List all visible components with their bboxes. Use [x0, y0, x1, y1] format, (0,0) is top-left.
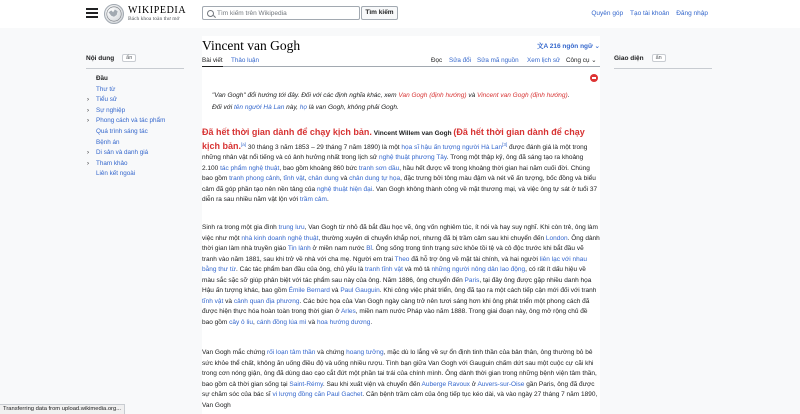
hatnote-text: là van Gogh, không phải Gogh.: [307, 103, 399, 111]
body-text: và mô tả: [402, 266, 432, 273]
body-text: 30 tháng 3 năm 1853 – 29 tháng 7 năm 1890) là một: [246, 143, 402, 151]
toc-item[interactable]: [86, 169, 186, 180]
toc-item[interactable]: [86, 106, 186, 117]
article-link[interactable]: liên lạc với nhau bằng thư từ: [202, 255, 588, 273]
body-text: , hầu hết được vẽ trong khoảng thời gian hai năm cuối đời. Chúng bao gồm: [202, 164, 590, 183]
toc-item-label: Sự nghiệp: [96, 106, 126, 114]
wordmark-title: WIKIPEDIA: [128, 5, 187, 16]
body-text: , tại đây ông được gặp nhiều danh họa Hậu ấn tượng khác, bao gồm: [202, 276, 592, 294]
hatnote-line: [212, 103, 592, 113]
body-text: . Khi công việc phát triển, ông đã tạo ra một cách tiếp cận mới đối với tranh: [379, 287, 597, 294]
article-link[interactable]: tranh tĩnh vật: [365, 266, 403, 273]
body-text: , mặc dù lo lắng về sự ổn định tinh thần của bản thân, ông thường bỏ bê sức khỏe thể chất, không ăn uống điều độ và uống nhiều rượu. Tình bạn giữa Van Gogh với Gauguin chấm dứt sau một cuộc cự cãi khi trong cơn nóng giận, ông đã dùng dao cạo cắt đứt một phần tai trái của chính mình. Ông dành thời gian trong những bệnh viện tâm thần, bao gồm cả thời gian sống tại: [202, 349, 597, 388]
toc-item-label: Thư từ: [96, 85, 116, 93]
toc-item-label: Liên kết ngoài: [96, 170, 136, 178]
toc-item-label: Quá trình sáng tác: [96, 127, 148, 135]
article-link[interactable]: hoang tưởng: [346, 349, 384, 356]
browser-status-bar: Transferring data from upload.wikimedia.org...: [0, 404, 125, 414]
hatnote-link[interactable]: họ: [299, 103, 307, 111]
article-main: [202, 36, 600, 414]
body-text: . Sau khi xuất viện và chuyển đến: [322, 380, 422, 388]
article-link[interactable]: Tin lành: [287, 245, 311, 252]
body-text: và: [329, 287, 341, 294]
article-link[interactable]: tranh phong cảnh: [229, 175, 280, 183]
article-link[interactable]: tĩnh vật: [283, 175, 305, 183]
article-link[interactable]: cây ô liu: [229, 318, 253, 326]
body-text: được đánh giá là một trong những nhân vật nổi tiếng và có ảnh hưởng nhất trong lịch sử: [202, 143, 588, 162]
chevron-down-icon: ⌄: [592, 43, 600, 50]
toc-item[interactable]: [86, 95, 186, 106]
script-error: (Đã hết thời gian dành để chạy kịch bản.: [202, 127, 585, 151]
hatnote-text: Đối với: [212, 103, 234, 111]
article-link[interactable]: Theo: [394, 255, 410, 263]
wikipedia-globe-logo[interactable]: [104, 4, 124, 24]
body-text: .: [326, 196, 329, 204]
lead-paragraph: [202, 127, 600, 206]
body-text: . Ông dành thời gian làm nhà truyền giáo: [202, 234, 600, 252]
login-link[interactable]: Đăng nhập: [676, 10, 708, 17]
tab-article[interactable]: Bài viết: [202, 57, 223, 67]
page-title: Vincent van Gogh: [202, 38, 301, 53]
body-text: , thường xuyên di chuyển khắp nơi, nhưng đã bị trầm cảm sau khi chuyển đến: [318, 234, 546, 242]
tab-tools-label: Công cụ: [566, 57, 590, 64]
article-link[interactable]: trung lưu: [278, 224, 305, 231]
body-text: gần Paris, ông đã được sự chăm sóc của bác sĩ: [202, 380, 595, 398]
article-link[interactable]: trầm cảm: [299, 196, 327, 204]
body-text: ở: [469, 380, 478, 388]
body-paragraph: [202, 348, 600, 411]
language-count: 216 ngôn ngữ: [549, 43, 593, 50]
body-text: Sinh ra trong một gia đình: [202, 224, 279, 231]
hatnote-line: [212, 91, 592, 101]
article-link[interactable]: tĩnh vật: [202, 297, 224, 305]
appearance-divider: [614, 68, 712, 69]
reference-link[interactable]: [a]: [241, 141, 247, 147]
search-icon: [207, 10, 214, 17]
article-link[interactable]: Émile Bernard: [288, 287, 330, 294]
appearance-header: [614, 54, 714, 62]
article-link[interactable]: họa sĩ hậu ấn tượng người Hà Lan: [401, 143, 503, 151]
chevron-right-icon[interactable]: ›: [87, 150, 89, 157]
page-tabs: [202, 55, 600, 67]
user-links: [586, 10, 708, 17]
chevron-right-icon[interactable]: ›: [87, 107, 89, 114]
tab-read[interactable]: Đọc: [431, 57, 443, 64]
body-text: . Căn bệnh trầm cảm của ông tiếp tục kéo dài, và vào ngày 27 tháng 7 năm 1890, Van Gogh: [202, 391, 598, 409]
script-error: Đã hết thời gian dành để chạy kịch bản.: [202, 127, 372, 137]
toc-item[interactable]: [86, 85, 186, 96]
article-link[interactable]: nhà kinh doanh nghệ thuật: [241, 234, 319, 242]
reference-link[interactable]: [3]: [502, 141, 508, 147]
body-text: ,: [252, 318, 257, 326]
body-text: .: [370, 318, 373, 326]
search-button[interactable]: Tìm kiếm: [361, 6, 398, 20]
appearance-panel: [614, 54, 714, 69]
body-text: và: [223, 297, 234, 305]
tab-tools[interactable]: [566, 57, 597, 64]
toc-item[interactable]: [86, 148, 186, 159]
toc-item[interactable]: [86, 116, 186, 127]
tab-talk[interactable]: Thảo luận: [231, 57, 260, 64]
article-link[interactable]: Auvers-sur-Oise: [477, 380, 525, 388]
article-link[interactable]: Saint-Rémy: [289, 380, 323, 388]
article-link[interactable]: Auberge Ravoux: [421, 380, 470, 388]
hatnote-link[interactable]: Van Gogh (định hướng): [398, 92, 467, 99]
article-link[interactable]: tác phẩm nghệ thuật: [220, 164, 280, 172]
hatnote: [212, 91, 592, 114]
tab-edit-source[interactable]: Sửa mã nguồn: [477, 57, 519, 64]
body-text: . Các bức họa của Van Gogh ngày càng trở nên tươi sáng hơn khi ông phát triển một phong cách đã được hiện thực hóa hoàn toàn trong thời gian ở: [202, 297, 590, 315]
toc-item[interactable]: [86, 138, 186, 149]
body-text: ở miền nam nước: [310, 245, 367, 252]
body-text: đã hỗ trợ ông về mặt tài chính, và hai người: [409, 255, 540, 263]
article-link[interactable]: nghệ thuật hiện đại: [316, 185, 373, 193]
appearance-title: Giao diện: [614, 54, 644, 62]
appearance-hide-button[interactable]: ẩn: [652, 54, 666, 62]
hatnote-text: và: [466, 92, 478, 99]
body-text: . Trong một thập kỷ, ông đã sáng tạo ra khoảng 2.100: [202, 154, 584, 172]
translate-icon: 文A: [536, 43, 550, 50]
wordmark-tagline: Bách khoa toàn thư mở: [128, 16, 180, 22]
body-text: . Van Gogh không thành công về mặt thương mại, và việc ông tự sát ở tuổi 37 diễn ra sau nhiều năm vật lộn với: [202, 185, 598, 204]
chevron-right-icon[interactable]: ›: [87, 118, 89, 125]
body-text: . Các tác phẩm ban đầu của ông, chủ yếu là: [236, 266, 366, 273]
body-text: và: [306, 318, 317, 326]
article-link[interactable]: chân dung: [308, 175, 339, 183]
protection-indicator-icon[interactable]: [590, 74, 598, 82]
body-text: , có rất ít dấu hiệu về màu sắc sặc sỡ giúp phân biệt với tác phẩm sau này của ông. Năm 1886, ông chuyển đến: [202, 266, 586, 284]
wikipedia-wordmark[interactable]: [128, 5, 186, 23]
search-input[interactable]: [217, 8, 357, 18]
hatnote-link[interactable]: Vincent van Gogh (định hướng): [477, 92, 568, 99]
subject-name: Vincent Willem van Gogh: [371, 130, 454, 137]
body-text: và chứng: [315, 349, 347, 356]
hatnote-text: này,: [284, 103, 300, 111]
article-link[interactable]: chân dung tự họa: [349, 175, 401, 183]
article-link[interactable]: cánh đồng lúa mì: [256, 318, 307, 326]
article-link[interactable]: cảnh quan địa phương: [233, 297, 300, 305]
body-text: , Van Gogh từ nhỏ đã bắt đầu học vẽ, ông vốn nghiêm túc, ít nói và hay suy nghĩ. Khi còn trẻ, ông làm việc như một: [202, 224, 598, 242]
toc-item-label: Tiểu sử: [96, 96, 118, 104]
body-text: . Ông sống trong tình trạng sức khỏe tồi tệ và cô độc trước khi bắt đầu vẽ tranh vào năm 1881, sau khi trở về nhà với cha mẹ. Người em trai: [202, 245, 584, 263]
body-text: , đặc trưng bởi tông màu đậm và nét vẽ ấn tượng, bốc đồng và biểu cảm đã góp phần tạo nên nền tảng của: [202, 175, 596, 193]
article-link[interactable]: tranh sơn dầu: [358, 164, 400, 172]
toc-item[interactable]: [86, 74, 186, 85]
toc-item[interactable]: [86, 127, 186, 138]
article-link[interactable]: Paris: [464, 276, 480, 284]
article-link[interactable]: Bỉ: [366, 245, 372, 252]
toc-list: [86, 74, 186, 180]
article-link[interactable]: hoa hướng dương: [316, 318, 371, 326]
body-text: và: [338, 175, 350, 183]
toc-item-label: Tham khảo: [96, 159, 128, 167]
toc-item-label: Di sản và danh giá: [96, 149, 149, 157]
body-paragraph: [202, 223, 600, 328]
chevron-right-icon[interactable]: ›: [87, 97, 89, 104]
toc-item-label: Bệnh án: [96, 138, 120, 146]
body-text: Van Gogh mắc chứng: [202, 349, 267, 356]
toc-divider: [86, 68, 184, 69]
hatnote-text: "Van Gogh" đổi hướng tới đây. Đối với các định nghĩa khác, xem: [212, 92, 399, 99]
hatnote-link[interactable]: tên người Hà Lan: [234, 103, 285, 111]
donate-link[interactable]: Quyên góp: [591, 10, 624, 17]
body-text: , miền nam nước Pháp vào năm 1888. Trong giai đoạn này, ông mở rộng chủ đề bao gồm: [202, 308, 588, 326]
toc-hide-button[interactable]: ẩn: [122, 54, 136, 62]
toc-item[interactable]: [86, 159, 186, 170]
article-link[interactable]: vi lượng đồng căn Paul Gachet: [272, 391, 363, 398]
tab-history[interactable]: Xem lịch sử: [527, 57, 561, 64]
toc-item-label: Đầu: [96, 75, 108, 82]
toc-item-label: Phong cách và tác phẩm: [96, 117, 166, 125]
chevron-down-icon: ⌄: [589, 57, 597, 64]
article-link[interactable]: rối loạn tâm thần: [266, 349, 316, 356]
article-link[interactable]: Arles: [340, 308, 356, 315]
chevron-right-icon[interactable]: ›: [87, 160, 89, 167]
toc-sidebar: [86, 54, 186, 180]
article-link[interactable]: những người nông dân lao động: [431, 266, 526, 273]
toc-header: [86, 54, 186, 62]
main-menu-icon[interactable]: [86, 8, 98, 18]
toc-title: Nội dung: [86, 54, 115, 62]
body-text: ,: [304, 175, 309, 183]
body-text: , bao gồm khoảng 860 bức: [279, 164, 359, 172]
tab-edit[interactable]: Sửa đổi: [449, 57, 472, 64]
header: [0, 0, 800, 28]
language-button[interactable]: [537, 41, 600, 50]
article-link[interactable]: London: [545, 234, 568, 242]
hatnote-text: .: [567, 92, 570, 99]
article-link[interactable]: Paul Gauguin: [340, 287, 380, 294]
create-account-link[interactable]: Tạo tài khoản: [629, 10, 670, 17]
article-link[interactable]: nghệ thuật phương Tây: [379, 154, 447, 162]
body-text: ,: [279, 175, 284, 183]
search-box[interactable]: [202, 6, 360, 20]
